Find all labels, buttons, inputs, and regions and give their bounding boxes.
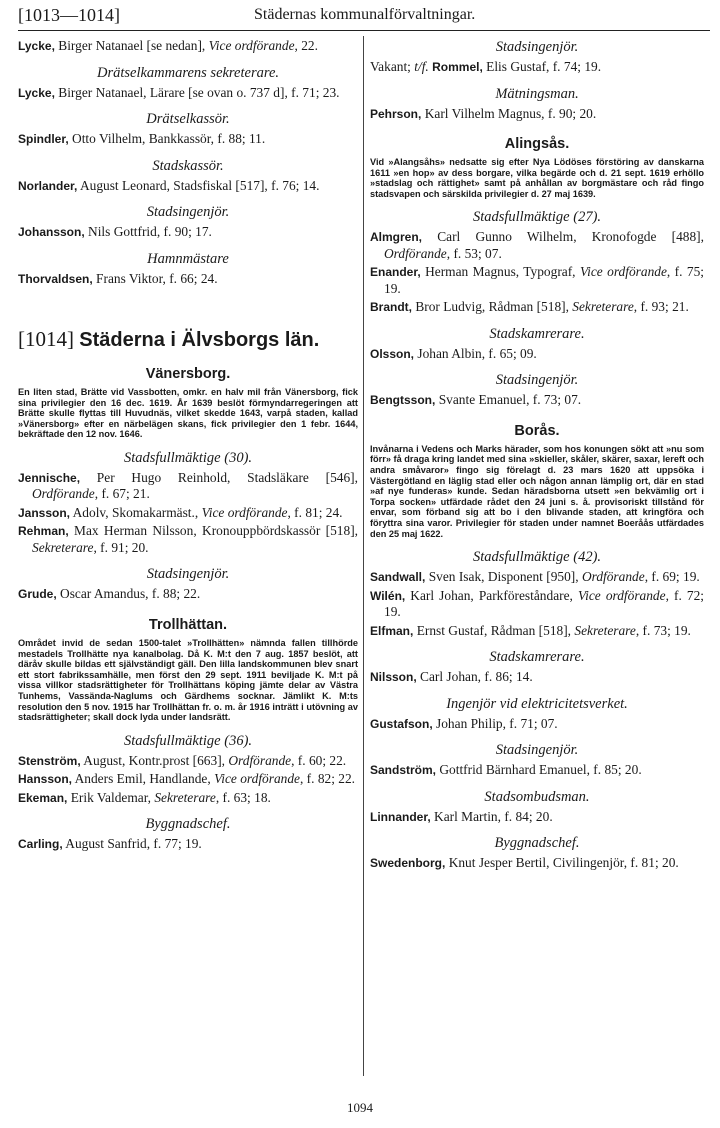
county-heading bbox=[18, 327, 358, 352]
person-details: Gottfrid Bärnhard Emanuel, f. 85; 20. bbox=[436, 762, 642, 778]
person-name: Thorvaldsen, bbox=[18, 271, 93, 286]
right-column bbox=[370, 38, 704, 874]
person-role: Vice ordförande bbox=[208, 38, 295, 53]
person-details: Karl Vilhelm Magnus, f. 90; 20. bbox=[421, 105, 597, 121]
person-name: Rommel, bbox=[428, 60, 483, 74]
person-entry bbox=[370, 392, 704, 409]
section-heading: Stadsfullmäktige (42). bbox=[472, 549, 602, 566]
person-role: Vice ordförande bbox=[577, 587, 666, 603]
person-entry bbox=[370, 809, 704, 826]
town-history-note: Vid »Alangsåhs» nedsatte sig efter Nya Lödöses förstöring av danskarna 1611 »en hop» av dess borgare, vilka begärde och d. 21 sept. 1619 erhöllo »stadslag och rättighet» samt på anhållan av borgmästare och råd fingo stadsvapen och särskilda privilegier d. 27 maj 1639. bbox=[370, 157, 704, 199]
person-entry bbox=[370, 716, 704, 733]
person-role: Sekreterare bbox=[572, 299, 634, 315]
town-heading: Borås. bbox=[514, 422, 560, 439]
person-entry bbox=[18, 271, 358, 288]
person-name: Hansson, bbox=[18, 772, 73, 787]
section-heading: Drätselkassör. bbox=[146, 111, 230, 127]
person-details: Birger Natanael, Lärare [se ovan o. 737 d], f. 71; 23. bbox=[54, 84, 340, 100]
person-details: Otto Vilhelm, Bankkassör, f. 88; 11. bbox=[68, 131, 266, 146]
person-entry bbox=[370, 588, 704, 621]
person-name: Brandt, bbox=[370, 300, 412, 315]
person-years: , f. 81; 24. bbox=[287, 504, 343, 520]
section-heading: Stadsingenjör. bbox=[146, 566, 230, 583]
person-name: Bengtsson, bbox=[370, 393, 436, 408]
person-role: Vice ordförande bbox=[201, 504, 288, 520]
person-entry bbox=[18, 586, 358, 603]
person-entry bbox=[370, 59, 704, 76]
person-details: Carl Johan, f. 86; 14. bbox=[416, 669, 533, 685]
person-details: Bror Ludvig, Rådman [518], bbox=[412, 299, 573, 315]
person-details: Erik Valdemar, bbox=[67, 789, 155, 805]
person-entry bbox=[370, 762, 704, 779]
person-details: Carl Gunno Wilhelm, Kronofogde [488], bbox=[422, 229, 704, 245]
person-years: Elis Gustaf, f. 74; 19. bbox=[482, 59, 602, 74]
person-name: Linnander, bbox=[370, 809, 431, 824]
section-heading: Stadskamrerare. bbox=[489, 325, 585, 342]
person-entry bbox=[18, 470, 358, 503]
section-heading: Hamnmästare bbox=[147, 250, 229, 267]
section-heading: Stadsingenjör. bbox=[495, 39, 579, 55]
person-name: Enander, bbox=[370, 265, 421, 280]
person-name: Wilén, bbox=[370, 588, 406, 603]
person-years: , f. 53; 07. bbox=[446, 245, 502, 261]
person-entry bbox=[370, 229, 704, 262]
county-name: Städerna i Älvsborgs län. bbox=[79, 329, 320, 351]
person-details: Per Hugo Reinhold, Stadsläkare [546], bbox=[80, 469, 358, 485]
person-years: , f. 63; 18. bbox=[215, 789, 271, 805]
person-years: , f. 91; 20. bbox=[93, 539, 149, 555]
person-details: Johan Albin, f. 65; 09. bbox=[414, 345, 537, 361]
person-name: Norlander, bbox=[18, 178, 78, 193]
town-history-note: Området invid de sedan 1500-talet »Trollhätten» nämnda fallen tillhörde mestadels Trollhätte nya kanalbolag. Då K. M:t den 7 aug. 1857 beslöt, att däråv skulle bildas ett självständigt gäll. Den lilla landskommunen blev snart ett stort fabrikssamhälle, men först den 29 sept. 1911 beviljade K. M:t på vissa villkor stadsrättigheter för Trollhättans köping jämte delar av Västra Tunhems, Vassända-Naglums och Gärdhems socknar. Jämlikt K. M:ts resolution den 5 nov. 1915 har Trollhättan fr. o. m. år 1916 inträtt i utövning av stadsrättigheter; skall dock lyda under landsrätt. bbox=[18, 637, 358, 723]
section-heading: Mätningsman. bbox=[495, 85, 579, 102]
person-entry bbox=[18, 753, 358, 770]
section-heading: Byggnadschef. bbox=[145, 816, 231, 833]
person-name: Stenström, bbox=[18, 753, 81, 768]
person-details: August Sanfrid, f. 77; 19. bbox=[62, 836, 202, 852]
person-details: August, Kontr.prost [663], bbox=[80, 752, 229, 768]
person-role: Ordförande bbox=[384, 245, 447, 261]
person-details: Vakant; bbox=[370, 59, 415, 74]
person-entry bbox=[370, 569, 704, 586]
person-name: Jennische, bbox=[18, 470, 81, 485]
person-name: Carling, bbox=[18, 837, 63, 852]
section-heading: Stadsingenjör. bbox=[495, 372, 579, 389]
page-number: 1094 bbox=[347, 1100, 373, 1115]
person-name: Grude, bbox=[18, 587, 57, 602]
person-entry bbox=[370, 346, 704, 363]
person-name: Olsson, bbox=[370, 346, 415, 361]
person-details: Birger Natanael [se nedan], bbox=[54, 38, 209, 53]
person-entry bbox=[18, 131, 358, 148]
person-details: August Leonard, Stadsfiskal [517], f. 76; 14. bbox=[77, 177, 320, 193]
person-entry bbox=[18, 505, 358, 522]
person-name: Lycke, bbox=[18, 85, 55, 100]
person-details: Anders Emil, Handlande, bbox=[72, 771, 215, 787]
person-role: Ordförande bbox=[581, 569, 645, 585]
person-entry bbox=[370, 669, 704, 686]
person-years: , 22. bbox=[294, 38, 318, 53]
person-entry bbox=[18, 178, 358, 195]
section-heading: Ingenjör vid elektricitetsverket. bbox=[446, 695, 628, 712]
person-years: , f. 82; 22. bbox=[299, 771, 356, 787]
person-entry bbox=[370, 264, 704, 297]
person-role: t/f. bbox=[414, 59, 429, 74]
person-role: Sekreterare bbox=[154, 789, 216, 805]
section-heading: Stadskamrerare. bbox=[489, 649, 585, 666]
person-details: Knut Jesper Bertil, Civilingenjör, f. 81; 20. bbox=[445, 855, 679, 871]
person-name: Nilsson, bbox=[370, 670, 417, 685]
person-entry bbox=[18, 85, 358, 102]
section-heading: Stadskassör. bbox=[152, 157, 224, 174]
person-entry bbox=[18, 523, 358, 556]
person-details: Adolv, Skomakarmäst., bbox=[70, 504, 202, 520]
person-entry bbox=[18, 38, 358, 55]
person-name: Lycke, bbox=[18, 39, 55, 53]
left-column bbox=[18, 38, 358, 855]
person-name: Spindler, bbox=[18, 132, 69, 146]
person-name: Gustafson, bbox=[370, 716, 433, 731]
person-name: Swedenborg, bbox=[370, 856, 446, 871]
person-entry bbox=[370, 106, 704, 123]
person-name: Johansson, bbox=[18, 225, 85, 239]
person-details: Frans Viktor, f. 66; 24. bbox=[92, 270, 218, 286]
column-divider bbox=[363, 36, 364, 1076]
town-heading: Vänersborg. bbox=[145, 366, 231, 382]
person-entry bbox=[18, 790, 358, 807]
person-role: Sekreterare bbox=[574, 622, 636, 638]
running-header bbox=[18, 2, 710, 31]
town-heading: Alingsås. bbox=[504, 136, 570, 152]
person-years: , f. 67; 21. bbox=[94, 486, 150, 502]
person-details: Karl Johan, Parkföreståndare, bbox=[405, 587, 578, 603]
section-heading: Byggnadschef. bbox=[494, 835, 580, 852]
person-years: , f. 73; 19. bbox=[635, 622, 691, 638]
person-details: Johan Philip, f. 71; 07. bbox=[432, 715, 558, 731]
section-heading: Stadsfullmäktige (30). bbox=[123, 449, 253, 466]
person-details: Svante Emanuel, f. 73; 07. bbox=[435, 392, 582, 408]
person-entry bbox=[370, 299, 704, 316]
town-heading: Trollhättan. bbox=[148, 616, 228, 633]
section-heading: Stadsfullmäktige (36). bbox=[123, 732, 253, 749]
person-years: , f. 93; 21. bbox=[633, 299, 689, 315]
page-range: [1013—1014] bbox=[18, 5, 120, 25]
person-role: Sekreterare bbox=[32, 539, 94, 555]
section-heading: Stadsombudsman. bbox=[484, 788, 590, 805]
person-years: , f. 75; 19. bbox=[384, 264, 704, 296]
person-name: Ekeman, bbox=[18, 790, 68, 805]
person-name: Rehman, bbox=[18, 524, 69, 539]
person-details: Oscar Amandus, f. 88; 22. bbox=[56, 586, 201, 602]
town-history-note: En liten stad, Brätte vid Vassbotten, omkr. en halv mil från Vänersborg, fick sina privilegier den 16 dec. 1619. År 1639 beslöt förmyndarregeringen att Brätte skulle flyttas till Huvudnäs, vilket skedde 1643, varpå staden, kallad »Vänersborg» efter en närbelägen skans, fick privilegier den 1 febr. 1644, bekräftade den 12 nov. 1646. bbox=[18, 387, 358, 440]
person-details: Max Herman Nilsson, Kronouppbördskassör [518], bbox=[68, 523, 358, 539]
person-details: Sven Isak, Disponent [950], bbox=[425, 569, 582, 585]
person-name: Pehrson, bbox=[370, 106, 422, 121]
person-years: , f. 60; 22. bbox=[291, 752, 347, 768]
person-name: Jansson, bbox=[18, 505, 71, 520]
person-details: Herman Magnus, Typograf, bbox=[420, 264, 580, 280]
person-role: Ordförande bbox=[32, 486, 95, 502]
person-name: Sandström, bbox=[370, 763, 437, 778]
person-role: Vice ordförande bbox=[214, 771, 300, 787]
section-heading: Stadsingenjör. bbox=[146, 204, 230, 220]
person-years: , f. 69; 19. bbox=[644, 569, 700, 585]
section-heading: Stadsingenjör. bbox=[495, 742, 579, 759]
person-entry bbox=[18, 836, 358, 853]
town-history-note: Invånarna i Vedens och Marks härader, som hos konungen sökt att »nu som förr» få draga kring landet med sina »skieller, skåler, skärer, saxar, lereft och andra småvaror» fingo sig förelagt d. 23 mars 1620 att uppsöka i Västergötland en läglig stad eller och någon annan lämplig ort, där en stad »af nye funderas» kunde. Sedan häradsborna utsett »en bekvämlig ort i Torpa socken» utfärdade rådet den 24 juni s. å. provisoriskt tillstånd för envar, som förband sig att bo i den blivande staden, att kringföra och föryttra sina varor. Privilegier för staden under namnet Boeråås utfärdades den 25 maj 1622. bbox=[370, 443, 704, 539]
person-details: Karl Martin, f. 84; 20. bbox=[430, 808, 553, 824]
person-name: Almgren, bbox=[370, 230, 423, 245]
section-heading: Stadsfullmäktige (27). bbox=[472, 209, 602, 226]
section-heading: Drätselkammarens sekreterare. bbox=[96, 64, 279, 81]
county-number: [1014] bbox=[18, 327, 74, 351]
person-entry bbox=[18, 771, 358, 788]
person-entry bbox=[370, 855, 704, 872]
person-entry bbox=[370, 623, 704, 640]
person-years: , f. 72; 19. bbox=[384, 587, 704, 620]
running-title: Städernas kommunalförvaltningar. bbox=[254, 6, 476, 23]
person-details: Ernst Gustaf, Rådman [518], bbox=[413, 622, 575, 638]
person-entry bbox=[18, 224, 358, 241]
person-name: Sandwall, bbox=[370, 570, 426, 585]
person-role: Ordförande bbox=[228, 752, 292, 768]
person-details: Nils Gottfrid, f. 90; 17. bbox=[84, 224, 212, 239]
person-role: Vice ordförande bbox=[579, 264, 667, 280]
person-name: Elfman, bbox=[370, 623, 414, 638]
